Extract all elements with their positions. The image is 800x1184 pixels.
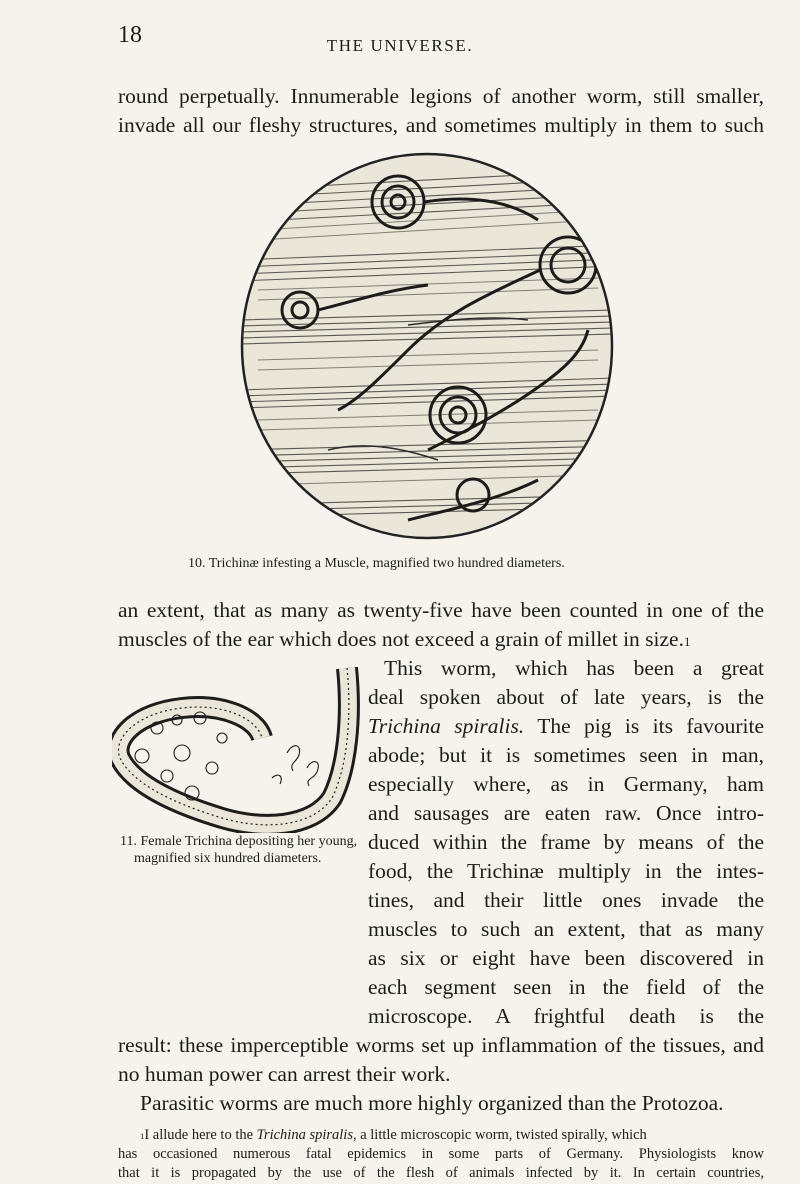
body-line: [118, 629, 690, 651]
body-line: abode; but it is sometimes seen in man,: [368, 743, 764, 767]
body-text: muscles of the ear which does not exceed a grain of millet in size.: [118, 627, 684, 651]
footnote-species: Trichina spiralis: [256, 1127, 353, 1143]
body-line: each segment seen in the field of the: [368, 975, 764, 999]
body-line: as six or eight have been discovered in: [368, 946, 764, 970]
body-line: and sausages are eaten raw. Once intro-: [368, 801, 764, 825]
body-line: deal spoken about of late years, is the: [368, 685, 764, 709]
footnote-line: has occasioned numerous fatal epidemics in some parts of Germany. Physiologists know: [118, 1146, 764, 1162]
figure-10-caption: 10. Trichinæ infesting a Muscle, magnified two hundred diameters.: [188, 556, 565, 571]
species-name: Trichina spiralis.: [368, 714, 525, 738]
footnote-text: I allude here to the: [144, 1127, 257, 1143]
footnote-line: [140, 1127, 647, 1144]
body-line: muscles to such an extent, that as many: [368, 917, 764, 941]
figure-female-trichina: [112, 658, 362, 833]
body-line: food, the Trichinæ multiply in the intes-: [368, 859, 764, 883]
body-line: no human power can arrest their work.: [118, 1062, 451, 1086]
body-line: invade all our fleshy structures, and sometimes multiply in them to such: [118, 113, 764, 137]
body-line: result: these imperceptible worms set up inflammation of the tissues, and: [118, 1033, 764, 1057]
footnote-number: 1: [140, 1131, 145, 1141]
body-line: round perpetually. Innumerable legions of another worm, still smaller,: [118, 84, 764, 108]
figure-trichinae-muscle: [238, 150, 616, 542]
body-text: The pig is its favourite: [524, 714, 764, 738]
body-line: tines, and their little ones invade the: [368, 888, 764, 912]
footnote-text: , a little microscopic worm, twisted spirally, which: [352, 1127, 647, 1143]
body-line: [368, 716, 764, 738]
body-line: duced within the frame by means of the: [368, 830, 764, 854]
footnote-line: that it is propagated by the use of the flesh of animals infected by it. In certain countries,: [118, 1165, 764, 1181]
footnote-marker: 1: [683, 635, 691, 649]
figure-11-caption-line2: magnified six hundred diameters.: [134, 851, 322, 866]
running-title: THE UNIVERSE.: [326, 36, 474, 55]
body-line: especially where, as in Germany, ham: [368, 772, 764, 796]
body-line: an extent, that as many as twenty-five have been counted in one of the: [118, 598, 764, 622]
body-line: This worm, which has been a great: [384, 656, 764, 680]
figure-11-caption-line1: 11. Female Trichina depositing her young,: [120, 834, 358, 849]
body-line: Parasitic worms are much more highly organized than the Protozoa.: [140, 1091, 724, 1115]
body-line: microscope. A frightful death is the: [368, 1004, 764, 1028]
page-number: 18: [118, 22, 142, 48]
